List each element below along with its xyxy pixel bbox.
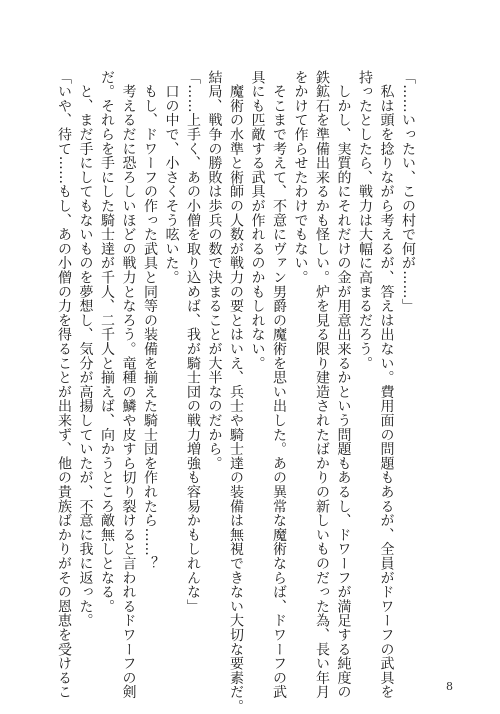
text-line: 鉄鉱石を準備出来るかも怪しい。炉を見る限り建造されたばかりの新しいものだった為、長い年月 bbox=[314, 70, 330, 700]
text-line: 私は頭を捻りながら考えるが、答えは出ない。費用面の問題もあるが、全員がドワーフの武具を bbox=[378, 70, 395, 700]
text-line: だ。それらを手にした騎士達が千人、二千人と揃えば、向かうところ敵無しとなる。 bbox=[99, 70, 115, 614]
text-line: そこまで考えて、不意にヴァン男爵の魔術を思い出した。あの異常な魔術ならば、ドワーフの武 bbox=[271, 70, 287, 700]
text-line: と、まだ手にしてもないものを夢想し、気分が高揚していたが、不意に我に返った。 bbox=[77, 70, 94, 628]
text-line: 「……上手く、あの小僧を取り込めば、我が騎士団の戦力増強も容易かもしれんな」 bbox=[185, 70, 201, 614]
page-number: 8 bbox=[446, 680, 453, 693]
text-line: をかけて作らせたわけでもない。 bbox=[292, 70, 309, 285]
text-line: 持ったとしたら、戦力は大幅に高まるだろう。 bbox=[357, 70, 373, 371]
text-line: 具にも匹敵する武具が作れるのかもしれない。 bbox=[249, 70, 266, 371]
text-line: 「いや、待て……もし、あの小僧の力を得ることが出来ず、他の貴族ばかりがその恩恵を受けるこ bbox=[56, 70, 72, 700]
text-line: 口の中で、小さくそう呟いた。 bbox=[163, 70, 180, 285]
text-line: 魔術の水準と術師の人数が戦力の要とはいえ、兵士や騎士達の装備は無視できない大切な要素だ。 bbox=[228, 70, 244, 714]
text-line: 結局、戦争の勝敗は歩兵の数で決まることが大半なのだから。 bbox=[206, 70, 223, 471]
text-line: 考えるだに恐ろしいほどの戦力となろう。竜種の鱗や皮すら切り裂けると言われるドワーフの剣 bbox=[120, 70, 137, 700]
text-line: 「……いったい、この村で何が……」 bbox=[400, 70, 416, 314]
text-line: しかし、実質的にそれだけの金が用意出来るかという問題もあるし、ドワーフが満足する純度の bbox=[335, 70, 352, 700]
vertical-text-body bbox=[56, 70, 418, 714]
text-line: もし、ドワーフの作った武具と同等の装備を揃えた騎士団を作れたら……？ bbox=[142, 70, 158, 571]
